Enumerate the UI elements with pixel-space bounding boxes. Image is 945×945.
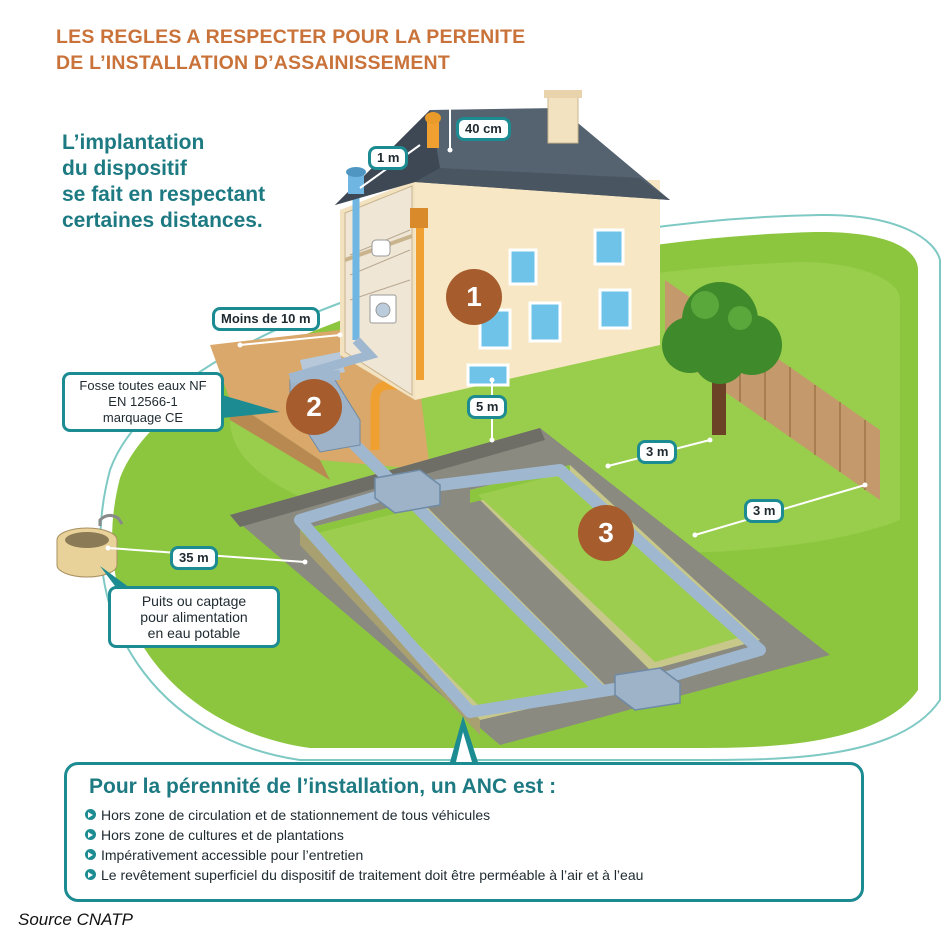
badge-2: 2 <box>286 379 342 435</box>
rule-item: Le revêtement superficiel du dispositif de traitement doit être perméable à l’air et à l’eau <box>85 865 843 885</box>
intro-text <box>62 130 265 234</box>
title-line-2: DE L’INSTALLATION D’ASSAINISSEMENT <box>56 52 450 74</box>
intro-line-4: certaines distances. <box>62 209 263 232</box>
rules-panel <box>64 762 864 902</box>
vent-offset-label: 1 m <box>368 146 408 170</box>
arrow-bullet-icon <box>85 849 96 860</box>
vent-height-label: 40 cm <box>456 117 511 141</box>
septic-tank-label: Fosse toutes eaux NF EN 12566-1 marquage CE <box>62 372 224 432</box>
intro-line-3: se fait en respectant <box>62 183 266 206</box>
boundary-distance-label: 3 m <box>744 499 784 523</box>
rules-list <box>85 805 843 885</box>
rules-title: Pour la pérennité de l’installation, un ANC est : <box>89 775 557 798</box>
badge-1: 1 <box>446 269 502 325</box>
chimney <box>548 95 578 143</box>
toilet <box>372 240 390 256</box>
house-field-distance-label: 5 m <box>467 395 507 419</box>
well-distance-label: 35 m <box>170 546 218 570</box>
badge-3: 3 <box>578 505 634 561</box>
well-label: Puits ou captage pour alimentation en eau potable <box>108 586 280 648</box>
arrow-bullet-icon <box>85 809 96 820</box>
arrow-bullet-icon <box>85 829 96 840</box>
intro-line-2: du dispositif <box>62 157 187 180</box>
intro-line-1: L’implantation <box>62 131 205 154</box>
rule-item: Hors zone de cultures et de plantations <box>85 825 843 845</box>
rule-item: Impérativement accessible pour l’entretien <box>85 845 843 865</box>
tree-distance-label: 3 m <box>637 440 677 464</box>
max-distance-label: Moins de 10 m <box>212 307 320 331</box>
arrow-bullet-icon <box>85 869 96 880</box>
roof-vent <box>427 120 439 148</box>
page-title <box>56 24 525 76</box>
rule-item: Hors zone de circulation et de stationnement de tous véhicules <box>85 805 843 825</box>
well <box>57 515 122 577</box>
title-line-1: LES REGLES A RESPECTER POUR LA PERENITE <box>56 26 526 48</box>
source-caption: Source CNATP <box>18 910 133 929</box>
